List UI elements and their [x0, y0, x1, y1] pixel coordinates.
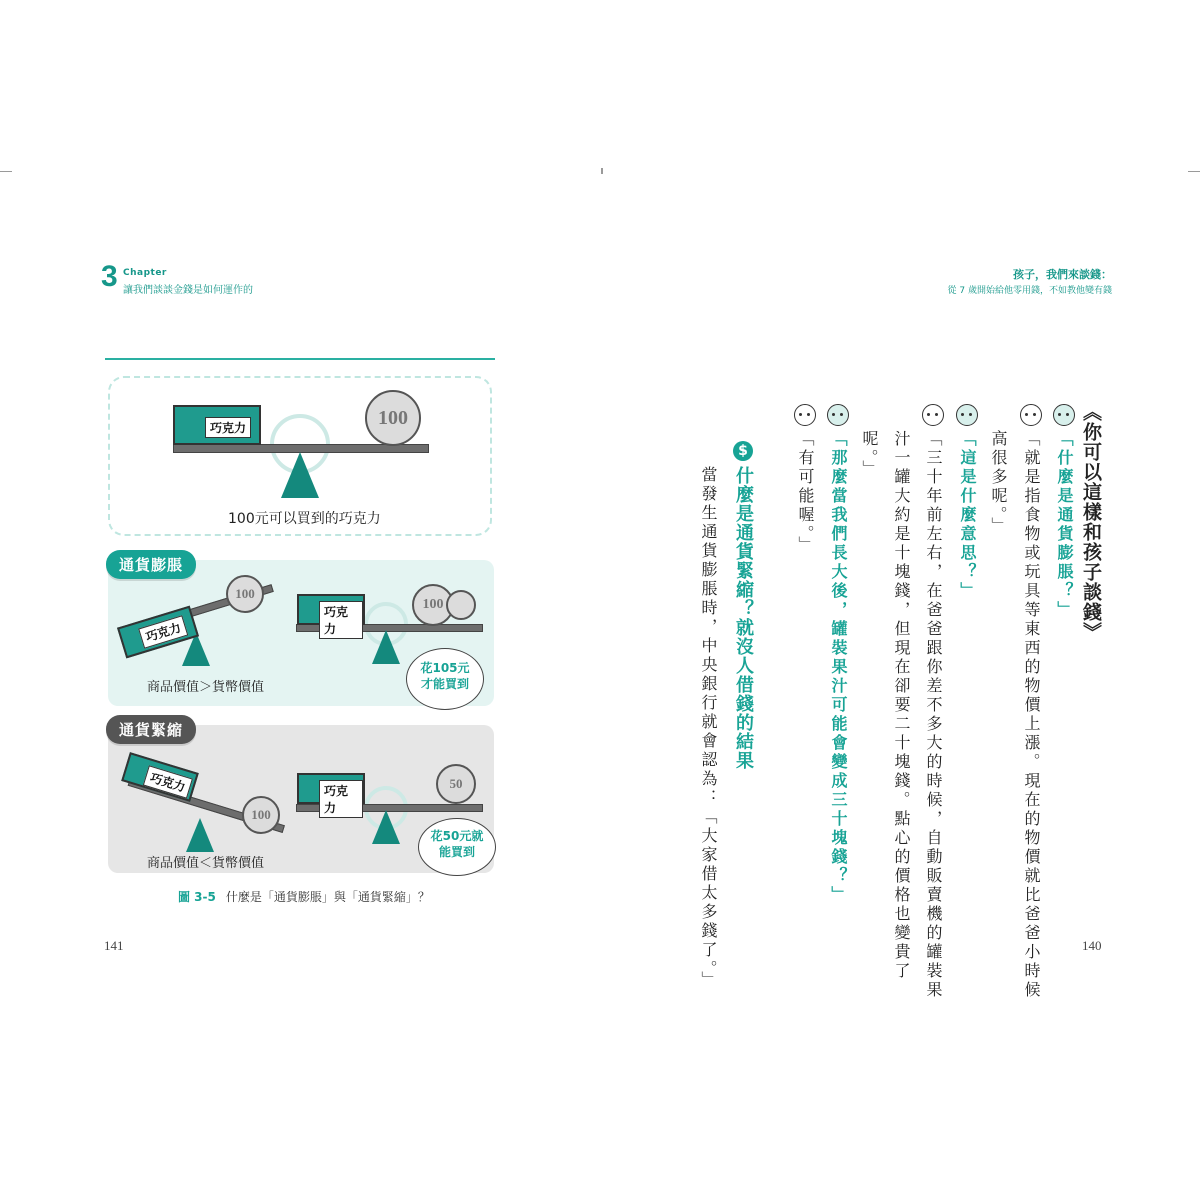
deflation-bubble: [418, 818, 496, 876]
inflation-tag: 通貨膨脹: [106, 550, 196, 579]
body-paragraph: 當發生通貨膨脹時，中央銀行就會認為：「大家借太多錢了。」: [699, 466, 718, 990]
page-number-left: 141: [104, 938, 124, 953]
father-line: 「有可能喔。」: [796, 430, 815, 555]
father-line-cont: 呢。」: [860, 430, 879, 479]
child-line: 「什麼是通貨膨脹？」: [1055, 430, 1074, 620]
bubble-line: 才能買到: [420, 676, 469, 691]
coin-100-icon: 100: [365, 390, 421, 446]
coin-100-icon: 100: [412, 584, 454, 626]
subsection-heading: 什麼是通貨緊縮？就沒人借錢的結果: [733, 466, 754, 770]
chocolate-bar: [173, 405, 261, 445]
inflation-chocolate-2: [297, 594, 365, 636]
inflation-caption: 商品價值＞貨幣價值: [147, 680, 265, 695]
inflation-pivot-2: [372, 630, 400, 664]
header-rule: [105, 358, 495, 360]
father-avatar-icon: [1020, 404, 1042, 426]
chocolate-label: 巧克力: [143, 765, 193, 799]
father-line: 「三十年前左右，在爸爸跟你差不多大的時候，自動販賣機的罐裝果: [924, 430, 943, 1000]
father-avatar-icon: [922, 404, 944, 426]
dollar-icon: $: [733, 441, 753, 461]
chocolate-label: 巧克力: [319, 601, 363, 639]
inflation-bubble: [406, 648, 484, 710]
crop-mark-center: [601, 168, 603, 174]
figure-caption: [178, 888, 430, 905]
deflation-pivot: [186, 818, 214, 852]
book-subtitle-header: 從 7 歲開始給他零用錢，不如教他變有錢: [947, 286, 1112, 296]
figure-title: 什麼是「通貨膨脹」與「通貨緊縮」？: [225, 890, 430, 904]
coin-5-icon: [446, 590, 476, 620]
chapter-title: 讓我們談談金錢是如何運作的: [123, 285, 253, 296]
bubble-line: 花105元: [420, 661, 470, 675]
child-line: 「這是什麼意思？」: [958, 430, 977, 601]
chapter-label: Chapter: [123, 268, 167, 278]
chocolate-label: 巧克力: [319, 780, 363, 818]
crop-mark-left: [0, 171, 12, 172]
chocolate-label: 巧克力: [205, 417, 251, 438]
bubble-line: 花50元就: [430, 829, 484, 843]
child-avatar-icon: [1053, 404, 1075, 426]
page-number-right: 140: [1082, 938, 1102, 953]
chocolate-label: 巧克力: [138, 615, 188, 649]
father-avatar-icon: [794, 404, 816, 426]
bubble-line: 能買到: [438, 844, 475, 859]
deflation-pivot-2: [372, 810, 400, 844]
coin-100-small-icon: 100: [226, 575, 264, 613]
deflation-tag: 通貨緊縮: [106, 715, 196, 744]
coin-50-icon: 50: [436, 764, 476, 804]
coin-100-small-icon: 100: [242, 796, 280, 834]
child-avatar-icon: [827, 404, 849, 426]
book-title-header: 孩子，我們來談錢：: [1013, 268, 1112, 281]
scale-pivot: [281, 452, 319, 498]
child-line: 「那麼當我們長大後，罐裝果汁可能會變成三十塊錢？」: [829, 430, 848, 905]
balance-caption: 100元可以買到的巧克力: [228, 511, 381, 527]
figure-id: 圖 3-5: [178, 890, 216, 904]
father-line-cont: 高很多呢。」: [989, 430, 1008, 536]
crop-mark-right: [1188, 171, 1200, 172]
deflation-caption: 商品價值＜貨幣價值: [147, 856, 265, 871]
chapter-number: 3: [101, 260, 118, 293]
father-line-cont: 汁一罐大約是十塊錢，但現在卻要二十塊錢。點心的價格也變貴了: [892, 430, 911, 981]
father-line: 「就是指食物或玩具等東西的物價上漲。現在的物價就比爸爸小時候: [1022, 430, 1041, 1000]
deflation-chocolate-2: [297, 773, 365, 815]
child-avatar-icon: [956, 404, 978, 426]
section-title: 《你可以這樣和孩子談錢》: [1080, 402, 1102, 642]
